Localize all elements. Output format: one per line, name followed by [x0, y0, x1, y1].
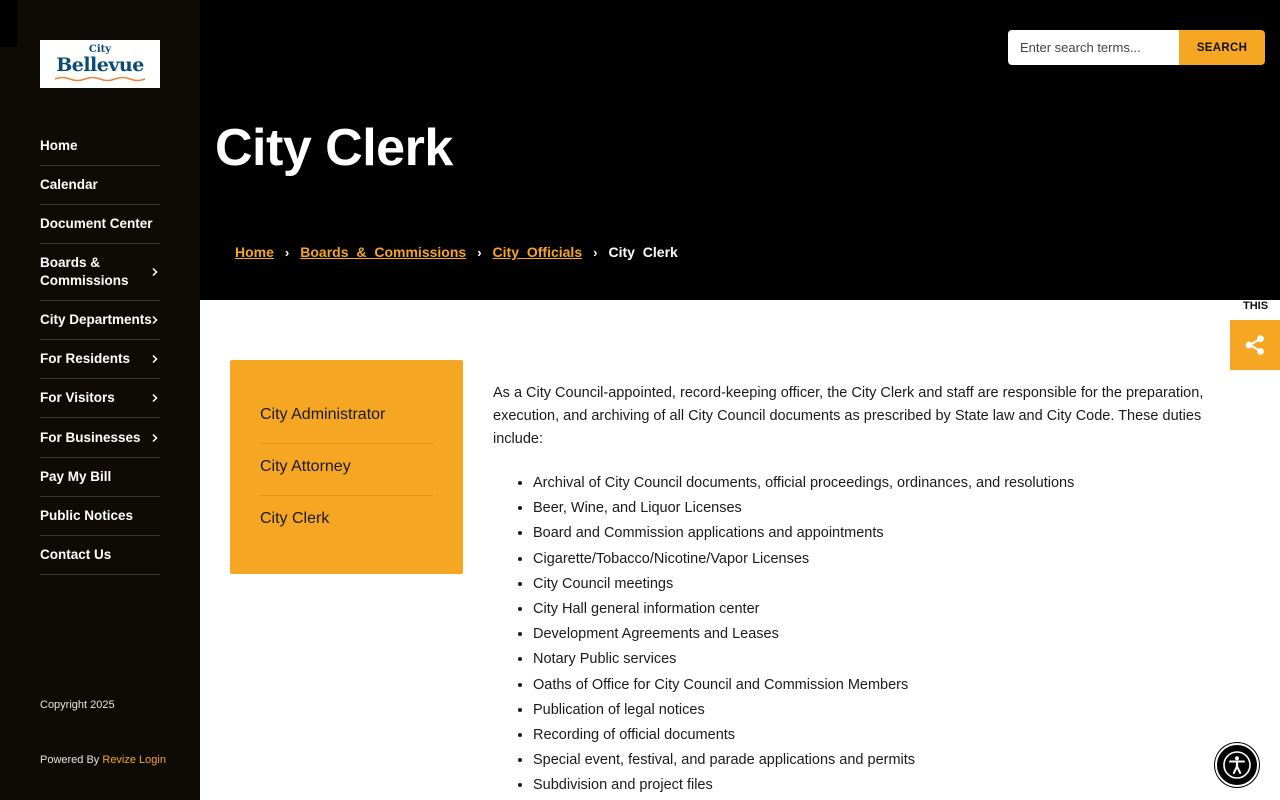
list-item: • Board and Commission applications and appointments: [533, 521, 1233, 546]
nav-item-pay-my-bill[interactable]: [40, 458, 160, 497]
nav-label: Pay My Bill: [40, 469, 112, 484]
powered-by: [40, 754, 166, 766]
nav-item-city-departments[interactable]: [40, 301, 160, 340]
list-item: • Beer, Wine, and Liquor Licenses: [533, 496, 1233, 521]
list-item: • Special event, festival, and parade applications and permits: [533, 748, 1233, 773]
page-header: [200, 0, 1280, 300]
subnav-officials: [230, 360, 463, 574]
chevron-right-icon[interactable]: [150, 267, 160, 277]
chevron-right-icon[interactable]: [150, 315, 160, 325]
nav-label: For Visitors: [40, 390, 115, 405]
nav-label: Public Notices: [40, 508, 134, 523]
chevron-right-icon[interactable]: [150, 393, 160, 403]
nav-item-calendar[interactable]: [40, 166, 160, 205]
nav-label: Document Center: [40, 216, 153, 231]
chevron-right-icon[interactable]: [150, 354, 160, 364]
nav-label: City Departments: [40, 312, 152, 327]
accessibility-button[interactable]: [1215, 743, 1259, 787]
breadcrumb-current: City Clerk: [608, 244, 678, 260]
main-content: [493, 382, 1233, 799]
search-button[interactable]: SEARCH: [1179, 30, 1265, 65]
accessibility-icon: [1222, 750, 1252, 780]
nav-label: For Businesses: [40, 430, 141, 445]
subnav-item-city-clerk[interactable]: City Clerk: [260, 510, 330, 527]
chevron-right-icon[interactable]: [150, 433, 160, 443]
share-button[interactable]: [1230, 320, 1280, 370]
nav-item-public-notices[interactable]: [40, 497, 160, 536]
subnav-item-city-attorney[interactable]: City Attorney: [260, 444, 433, 496]
list-item: • Subdivision and project files: [533, 773, 1233, 798]
skip-link-tab[interactable]: [0, 0, 17, 47]
list-item: • Cigarette/Tobacco/Nicotine/Vapor Licenses: [533, 547, 1233, 572]
breadcrumb: [235, 244, 678, 260]
list-item: • City Hall general information center: [533, 597, 1233, 622]
list-item: • Notary Public services: [533, 647, 1233, 672]
list-item: • City Council meetings: [533, 572, 1233, 597]
list-item: • Publication of legal notices: [533, 698, 1233, 723]
nav-label: For Residents: [40, 351, 131, 366]
intro-paragraph: As a City Council-appointed, record-keeping officer, the City Clerk and staff are responsible for the preparation, execution, and archiving of all City Council documents as prescribed by State law and City Code. These duties include:: [493, 385, 1204, 447]
search-input[interactable]: [1008, 30, 1179, 65]
nav-label: Contact Us: [40, 547, 112, 562]
nav-item-boards-commissions[interactable]: [40, 244, 160, 301]
nav-item-document-center[interactable]: [40, 205, 160, 244]
list-item: • Oaths of Office for City Council and Commission Members: [533, 673, 1233, 698]
sidebar: [0, 0, 200, 800]
copyright-text: Copyright 2025: [40, 699, 115, 711]
nav-label: Boards & Commissions: [40, 255, 129, 288]
breadcrumb-separator: ›: [284, 244, 290, 260]
revize-login-link[interactable]: Revize Login: [102, 754, 166, 766]
breadcrumb-city-officials[interactable]: City Officials: [492, 244, 583, 260]
list-item: • Archival of City Council documents, official proceedings, ordinances, and resolutions: [533, 471, 1233, 496]
nav-item-for-businesses[interactable]: [40, 418, 160, 458]
nav-item-for-visitors[interactable]: [40, 379, 160, 418]
page-title: City Clerk: [215, 119, 453, 177]
logo-city-text: City: [88, 43, 112, 55]
logo-bellevue-text: Bellevue: [56, 53, 144, 76]
logo-waves-icon: [55, 76, 145, 82]
breadcrumb-home[interactable]: Home: [235, 244, 274, 260]
nav-item-contact-us[interactable]: [40, 536, 160, 575]
nav-item-home[interactable]: [40, 127, 160, 166]
breadcrumb-separator: ›: [477, 244, 482, 260]
share-label: THIS: [1243, 300, 1269, 312]
list-item: • Development Agreements and Leases: [533, 622, 1233, 647]
powered-by-label: Powered By: [40, 754, 100, 766]
city-logo[interactable]: [40, 40, 160, 88]
main-nav: [40, 127, 160, 575]
nav-label: Calendar: [40, 177, 98, 192]
nav-label: Home: [40, 138, 78, 153]
subnav-item-city-administrator[interactable]: City Administrator: [260, 392, 433, 444]
share-icon: [1244, 334, 1266, 356]
list-item: • Recording of official documents: [533, 723, 1233, 748]
breadcrumb-separator: ›: [593, 244, 598, 260]
breadcrumb-boards-commissions[interactable]: Boards & Commissions: [300, 244, 467, 260]
nav-item-for-residents[interactable]: [40, 340, 160, 379]
duties-list: [493, 471, 1233, 799]
